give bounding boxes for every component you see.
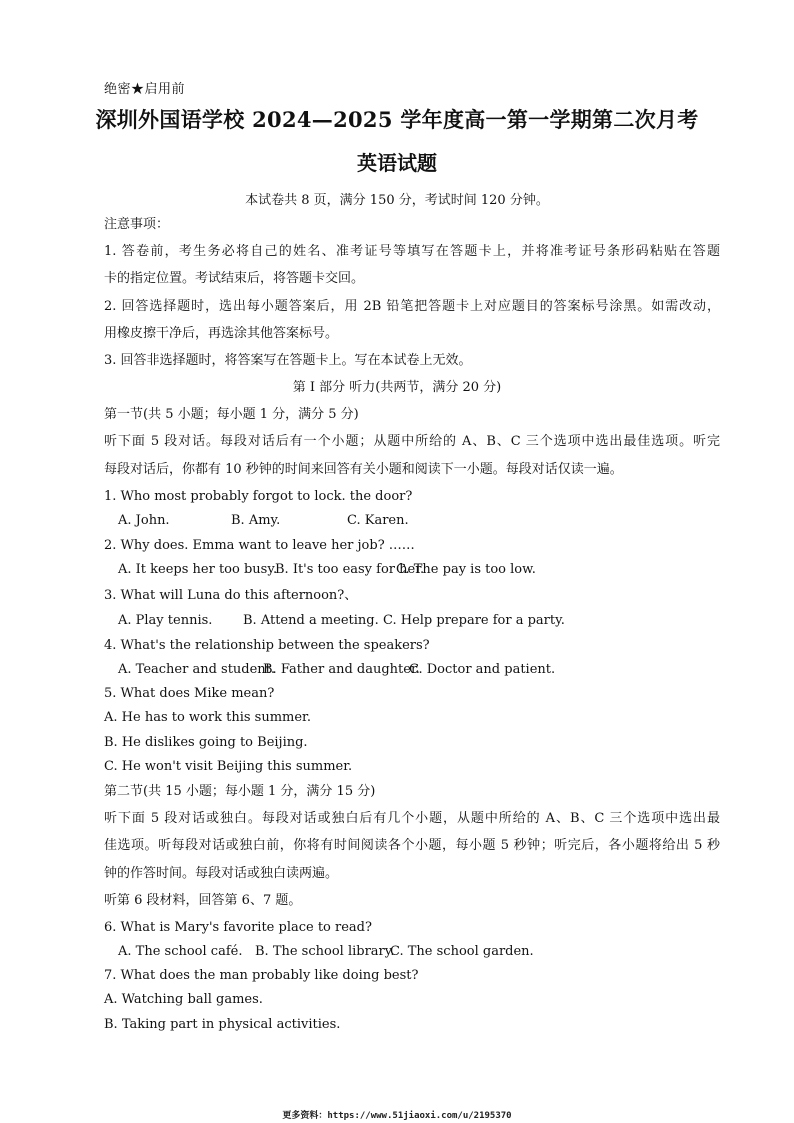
confidential-mark: 绝密★启用前 [104, 82, 186, 97]
exam-info: 本试卷共 8 页，满分 150 分，考试时间 120 分钟。 [245, 193, 549, 208]
question-6: 6. What is Mary's favorite place to read? [104, 920, 372, 935]
question-7: 7. What does the man probably like doing best? [104, 968, 419, 983]
section2-instruction-line-3: 钟的作答时间。每段对话或独白读两遍。 [104, 866, 339, 881]
note-2-line-2: 用橡皮擦干净后，再选涂其他答案标号。 [104, 326, 339, 341]
note-2-line-1: 2. 回答选择题时，选出每小题答案后，用 2B 铅笔把答题卡上对应题目的答案标号涂黑。如需改动， [104, 299, 720, 314]
q7-option-a: A. Watching ball games. [104, 992, 263, 1007]
q5-option-a: A. He has to work this summer. [104, 710, 311, 725]
question-2: 2. Why does. Emma want to leave her job? …… [104, 538, 415, 553]
q5-option-c: C. He won't visit Beijing this summer. [104, 759, 353, 774]
q2-option-c: C. The pay is too low. [396, 562, 536, 577]
question-1: 1. Who most probably forgot to lock. the door? [104, 489, 413, 504]
notes-heading: 注意事项： [104, 217, 170, 232]
q6-option-a: A. The school café. [118, 944, 243, 959]
q7-option-b: B. Taking part in physical activities. [104, 1017, 341, 1032]
question-5: 5. What does Mike mean? [104, 686, 275, 701]
section2-instruction-line-1: 听下面 5 段对话或独白。每段对话或独白后有几个小题，从题中所给的 A、B、C 三个选项中选出最 [104, 811, 720, 826]
q2-option-a: A. It keeps her too busy. [118, 562, 278, 577]
q1-option-c: C. Karen. [347, 513, 409, 528]
section1-heading: 第一节(共 5 小题；每小题 1 分，满分 5 分) [104, 407, 359, 422]
q5-option-b: B. He dislikes going to Beijing. [104, 735, 308, 750]
section1-instruction-line-1: 听下面 5 段对话。每段对话后有一个小题；从题中所给的 A、B、C 三个选项中选出最佳选项。听完 [104, 434, 720, 449]
q4-option-a: A. Teacher and student. [118, 662, 276, 677]
footer-link[interactable]: 更多资料：https://www.51jiaoxi.com/u/2195370 [282, 1111, 512, 1121]
q3-option-c: C. Help prepare for a party. [383, 613, 565, 628]
q1-option-a: A. John. [118, 513, 170, 528]
q4-option-b: B. Father and daughter. [263, 662, 420, 677]
material-6-heading: 听第 6 段材料，回答第 6、7 题。 [104, 893, 302, 908]
part1-heading: 第 I 部分 听力(共两节，满分 20 分) [292, 380, 502, 395]
section1-instruction-line-2: 每段对话后，你都有 10 秒钟的时间来回答有关小题和阅读下一小题。每段对话仅读一遍。 [104, 462, 623, 477]
question-4: 4. What's the relationship between the speakers? [104, 638, 430, 653]
note-1-line-1: 1. 答卷前，考生务必将自己的姓名、准考证号等填写在答题卡上，并将准考证号条形码粘贴在答题 [104, 244, 720, 259]
exam-subtitle: 英语试题 [357, 151, 437, 175]
section2-instruction-line-2: 佳选项。听每段对话或独白前，你将有时间阅读各个小题，每小题 5 秒钟；听完后，各小题将给出 5 秒 [104, 838, 720, 853]
exam-title: 深圳外国语学校 2024—2025 学年度高一第一学期第二次月考 [95, 107, 699, 132]
note-1-line-2: 卡的指定位置。考试结束后，将答题卡交回。 [104, 271, 365, 286]
question-3: 3. What will Luna do this afternoon?、 [104, 588, 358, 603]
q4-option-c: C. Doctor and patient. [409, 662, 556, 677]
q3-option-b: B. Attend a meeting. [243, 613, 379, 628]
q1-option-b: B. Amy. [231, 513, 281, 528]
q3-option-a: A. Play tennis. [118, 613, 213, 628]
q6-option-c: C. The school garden. [390, 944, 534, 959]
q6-option-b: B. The school library. [255, 944, 395, 959]
section2-heading: 第二节(共 15 小题；每小题 1 分，满分 15 分) [104, 784, 376, 799]
note-3: 3. 回答非选择题时，将答案写在答题卡上。写在本试卷上无效。 [104, 353, 472, 368]
q2-option-b: B. It's too easy for her. [275, 562, 425, 577]
